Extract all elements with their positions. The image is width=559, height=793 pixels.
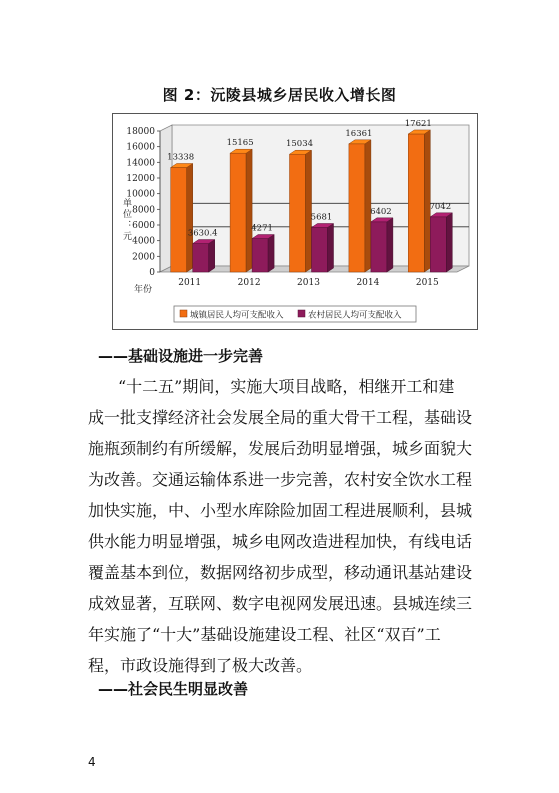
data-label: 15034 xyxy=(285,139,314,150)
y-tick-label: 10000 xyxy=(126,189,155,200)
data-label: 5681 xyxy=(310,212,333,223)
paragraph-line: “十二五”期间，实施大项目战略，相继开工和建 xyxy=(118,377,455,396)
y-tick-label: 6000 xyxy=(132,221,155,231)
section-heading-livelihood: ——社会民生明显改善 xyxy=(98,680,249,698)
bar-side xyxy=(387,218,393,272)
x-tick-label: 2012 xyxy=(237,278,261,288)
y-tick-label: 8000 xyxy=(132,205,155,216)
data-label: 3630.4 xyxy=(187,228,218,239)
paragraph-line: 成一批支撑经济社会发展全局的重大骨干工程，基础设 xyxy=(88,408,473,427)
bar-side xyxy=(446,213,452,272)
bar xyxy=(349,144,365,272)
y-tick-label: 2000 xyxy=(132,252,155,263)
paragraph-line: 为改善。交通运输体系进一步完善，农村安全饮水工程 xyxy=(88,470,473,489)
section-heading-infrastructure: ——基础设施进一步完善 xyxy=(98,347,264,365)
bar xyxy=(230,153,246,272)
legend-swatch xyxy=(180,310,187,317)
bar-side xyxy=(187,164,193,272)
paragraph-line: 成效显著，互联网、数字电视网发展迅速。县城连续三 xyxy=(88,594,473,613)
paragraph-line: 年实施了“十大”基础设施建设工程、社区“双百”工 xyxy=(88,625,441,644)
paragraph-line: 覆盖基本到位，数据网络初步成型，移动通讯基站建设 xyxy=(88,563,473,582)
data-label: 6402 xyxy=(370,206,392,217)
bar xyxy=(430,217,446,272)
bar-side xyxy=(246,149,252,272)
data-label: 4271 xyxy=(251,223,273,234)
paragraph-line: 施瓶颈制约有所缓解，发展后劲明显增强，城乡面貌大 xyxy=(88,439,473,458)
y-tick-label: 0 xyxy=(149,268,155,278)
bar xyxy=(171,168,187,272)
bar xyxy=(371,222,387,272)
figure-title: 图 2：沅陵县城乡居民收入增长图 xyxy=(162,86,397,104)
income-bar-chart xyxy=(112,113,478,330)
x-tick-label: 2013 xyxy=(297,278,320,288)
data-label: 16361 xyxy=(345,128,373,139)
paragraph-line: 加快实施，中、小型水库除险加固工程进展顺利，县城 xyxy=(88,501,473,520)
bar-side xyxy=(306,150,312,272)
y-tick-label: 4000 xyxy=(132,236,155,247)
y-tick-label: 16000 xyxy=(126,142,155,153)
y-tick-label: 18000 xyxy=(126,127,155,137)
page-number: 4 xyxy=(88,755,96,769)
y-axis-title: 单位：元 xyxy=(121,198,131,242)
data-label: 13338 xyxy=(167,152,195,163)
chart-side-wall xyxy=(160,125,172,272)
x-axis-title: 年份 xyxy=(134,285,153,295)
bar-side xyxy=(209,240,215,272)
bar xyxy=(193,244,209,272)
legend-label: 农村居民人均可支配收入 xyxy=(308,310,402,321)
legend-label: 城镇居民人均可支配收入 xyxy=(190,310,284,321)
body-paragraph xyxy=(88,371,477,681)
bar-side xyxy=(328,223,334,272)
x-tick-label: 2015 xyxy=(415,278,439,288)
y-tick-label: 12000 xyxy=(126,174,155,184)
bar-side xyxy=(268,235,274,272)
x-tick-label: 2014 xyxy=(356,278,380,288)
paragraph-line: 供水能力明显增强，城乡电网改造进程加快，有线电话 xyxy=(88,532,473,551)
bar xyxy=(290,154,306,272)
bar xyxy=(252,239,268,272)
legend-swatch xyxy=(298,310,305,317)
chart-svg xyxy=(112,113,478,330)
y-tick-label: 14000 xyxy=(126,158,155,169)
data-label: 17621 xyxy=(404,118,432,129)
x-tick-label: 2011 xyxy=(178,278,202,288)
bar xyxy=(312,227,328,272)
bar xyxy=(408,134,424,272)
paragraph-line: 程，市政设施得到了极大改善。 xyxy=(88,656,313,675)
data-label: 15165 xyxy=(226,138,254,149)
data-label: 7042 xyxy=(429,201,452,212)
